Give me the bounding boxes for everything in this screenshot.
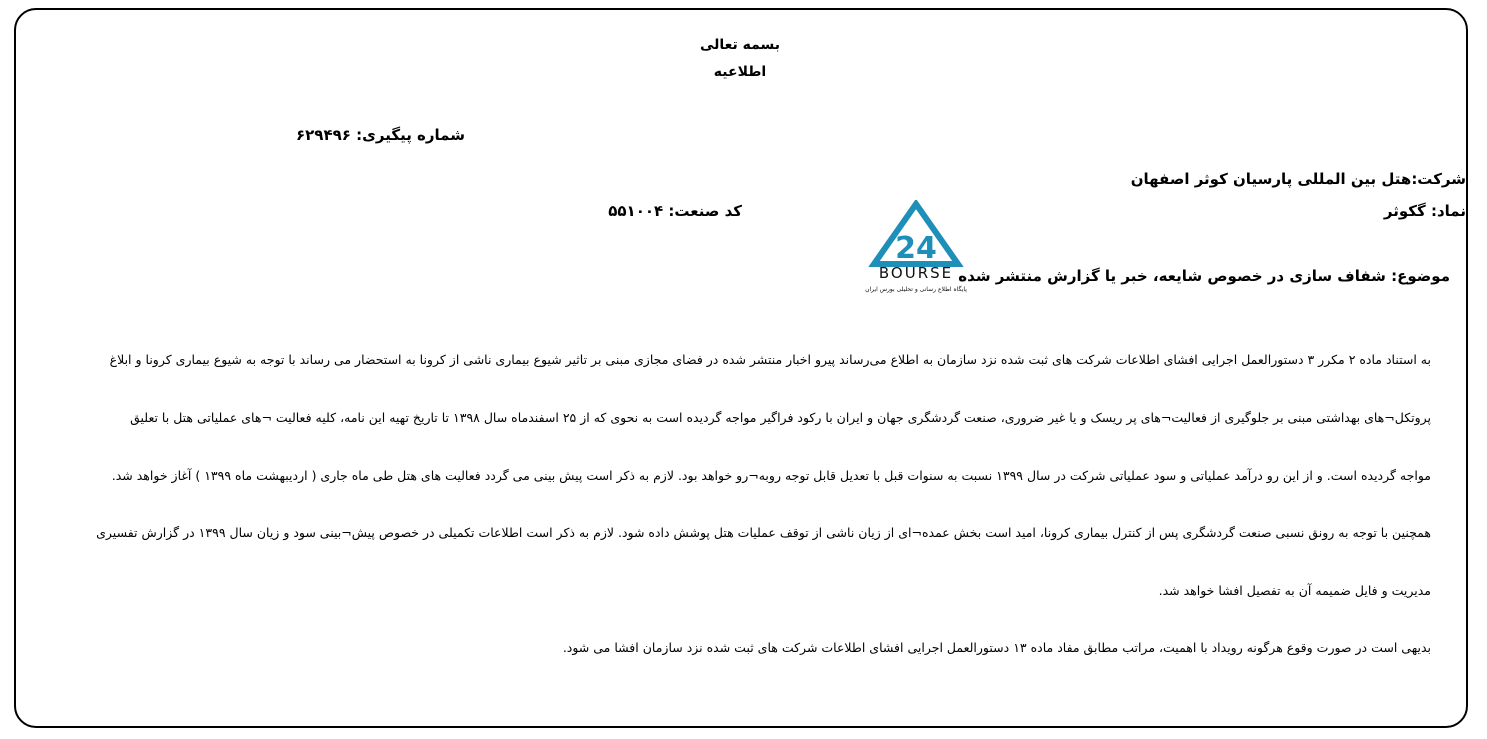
industry-code-line [608, 202, 742, 220]
logo-graphic [858, 200, 974, 295]
subject-label: موضوع: [1391, 267, 1450, 285]
logo-number: 24 [895, 231, 937, 266]
body-line-2: پروتکل¬های بهداشتی مبنی بر جلوگیری از فعالیت¬های پر ریسک و یا غیر ضروری، صنعت گردشگری جهان و ایران با رکود فراگیر مواجه گردیده است به نحوی که از ۲۵ اسفندماه سال ۱۳۹۸ تا تاریخ تهیه این نامه، کلیه فعالیت ¬های عملیاتی هتل با تعلیق [130, 410, 1431, 425]
company-name: هتل بین المللی پارسیان کوثر اصفهان [1130, 170, 1412, 188]
document-frame [14, 8, 1468, 728]
body-line-5: مدیریت و فایل ضمیمه آن به تفصیل افشا خواهد شد. [1158, 583, 1431, 598]
symbol-value: گکوثر [1383, 202, 1426, 220]
bourse24-logo-icon [858, 200, 974, 295]
industry-code-value: ۵۵۱۰۰۴ [608, 202, 664, 220]
tracking-value: ۶۲۹۴۹۶ [295, 126, 351, 144]
body-line-1: به استناد ماده ۲ مکرر ۳ دستورالعمل اجرایی افشای اطلاعات شرکت های ثبت شده نزد سازمان به اطلاع می‌رساند پیرو اخبار منتشر شده در فضای مجازی مبنی بر تاثیر شیوع بیماری ناشی از کرونا به استحضار می رساند با توجه به شیوع بیماری کرونا و ابلاغ [109, 352, 1431, 367]
company-line [1131, 170, 1466, 188]
company-label: شرکت: [1411, 170, 1466, 188]
body-line-3: مواجه گردیده است. و از این رو درآمد عملیاتی و سود عملیاتی شرکت در سال ۱۳۹۹ نسبت به سنوات قبل با تعدیل قابل توجه روبه¬رو خواهد بود. لازم به ذکر است پیش بینی می گردد فعالیت های هتل طی ماه جاری ( اردیبهشت ماه ۱۳۹۹ ) آغاز خواهد شد. [111, 468, 1431, 483]
body-line-6: بدیهی است در صورت وقوع هرگونه رویداد با اهمیت، مراتب مطابق مفاد ماده ۱۳ دستورالعمل اجرایی افشای اطلاعات شرکت های ثبت شده نزد سازمان افشا می شود. [562, 640, 1431, 655]
tracking-number [296, 126, 465, 144]
subject-value: شفاف سازی در خصوص شایعه، خبر یا گزارش منتشر شده [958, 267, 1386, 285]
logo-brand: BOURSE [878, 264, 954, 282]
subject-line [958, 267, 1450, 285]
announcement-title: اطلاعیه [713, 64, 767, 80]
invocation-heading: بسمه تعالی [699, 37, 781, 53]
symbol-line [1384, 202, 1466, 220]
tracking-label: شماره پیگیری: [356, 126, 465, 144]
logo-tagline: پایگاه اطلاع رسانی و تحلیلی بورس ایران [865, 286, 967, 293]
symbol-label: نماد: [1430, 202, 1466, 220]
industry-code-label: کد صنعت: [668, 202, 742, 220]
body-line-4: همچنین با توجه به رونق نسبی صنعت گردشگری پس از کنترل بیماری کرونا، امید است بخش عمده¬ای از زیان ناشی از توقف عملیات هتل پوشش داده شود. لازم به ذکر است اطلاعات تکمیلی در خصوص پیش¬بینی سود و زیان سال ۱۳۹۹ در گزارش تفسیری [96, 525, 1431, 540]
